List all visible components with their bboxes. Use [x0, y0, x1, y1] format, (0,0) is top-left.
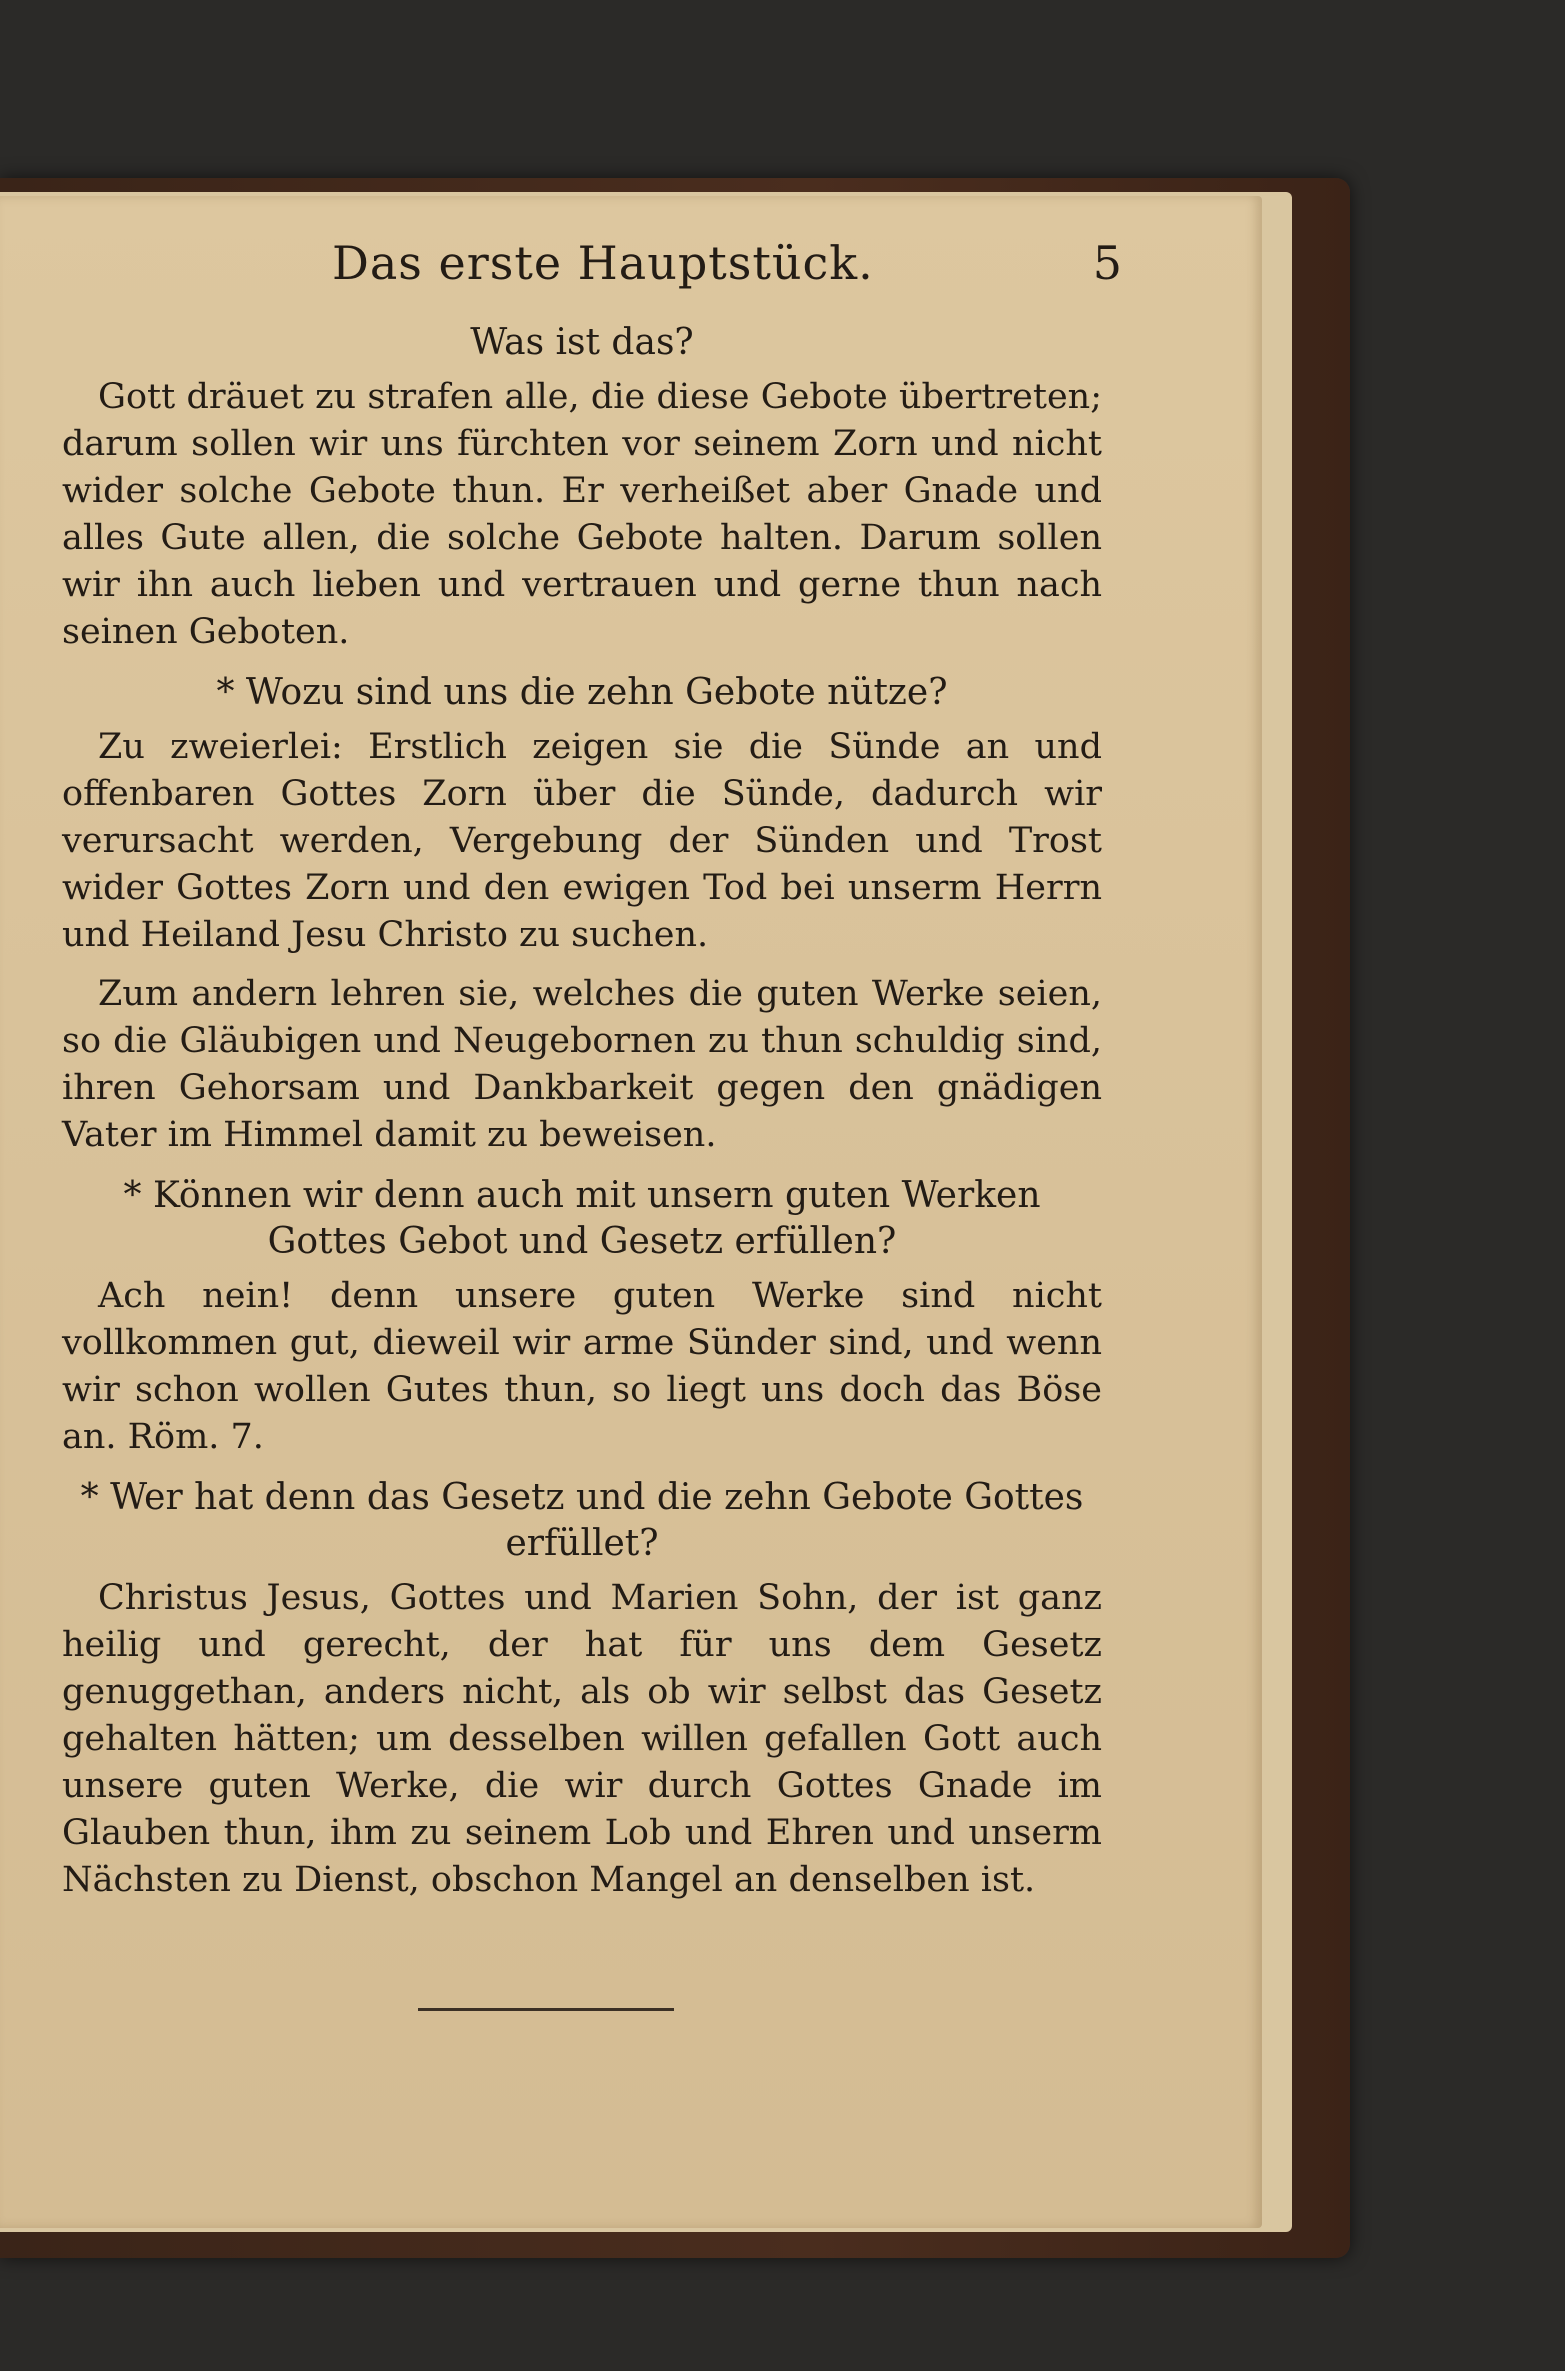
answer-2-2: Zum andern lehren sie, welches die guten Werke seien, so die Gläubigen und Neugebornen zu thun schuldig sind, ihren Gehorsam und Dankbarkeit gegen den gnädigen Vater im Himmel damit zu beweisen. — [62, 974, 1102, 1155]
answer-2-1: Zu zweierlei: Erstlich zeigen sie die Sünde an und offenbaren Gottes Zorn über die Sünde, dadurch wir verursacht werden, Vergebung der Sünden und Trost wider Gottes Zorn und den ewigen Tod bei unserm Herrn und Heiland Jesu Christo zu suchen. — [62, 727, 1102, 955]
running-title: Das erste Hauptstück. — [332, 236, 874, 290]
answer-3-1: Ach nein! denn unsere guten Werke sind nicht vollkommen gut, dieweil wir arme Sünder sind, und wenn wir schon wollen Gutes thun, so liegt uns doch das Böse an. Röm. 7. — [62, 1276, 1102, 1457]
book-page — [0, 196, 1262, 2228]
page-content — [62, 236, 1122, 1916]
question-4: * Wer hat denn das Gesetz und die zehn Gebote Gottes erfüllet? — [80, 1477, 1084, 1564]
answer-1-1: Gott dräuet zu strafen alle, die diese Gebote übertreten; darum sollen wir uns fürchten vor seinem Zorn und nicht wider solche Gebote thun. Er verheißet aber Gnade und alles Gute allen, die solche Gebote halten. Darum sollen wir ihn auch lieben und vertrauen und gerne thun nach seinen Geboten. — [62, 377, 1102, 652]
question-3: * Können wir denn auch mit unsern guten Werken Gottes Gebot und Gesetz erfüllen? — [123, 1175, 1041, 1262]
running-head — [62, 236, 1122, 306]
answer-4-1: Christus Jesus, Gottes und Marien Sohn, der ist ganz heilig und gerecht, der hat für uns dem Gesetz genuggethan, anders nicht, als ob wir selbst das Gesetz gehalten hätten; um desselben willen gefallen Gott auch unsere guten Werke, die wir durch Gottes Gnade im Glauben thun, ihm zu seinem Lob und Ehren und unserm Nächsten zu Dienst, obschon Mangel an denselben ist. — [62, 1578, 1102, 1900]
question-1: Was ist das? — [470, 322, 694, 363]
question-2: * Wozu sind uns die zehn Gebote nütze? — [216, 672, 948, 713]
closing-rule — [418, 2008, 674, 2011]
page-number: 5 — [1092, 236, 1122, 290]
